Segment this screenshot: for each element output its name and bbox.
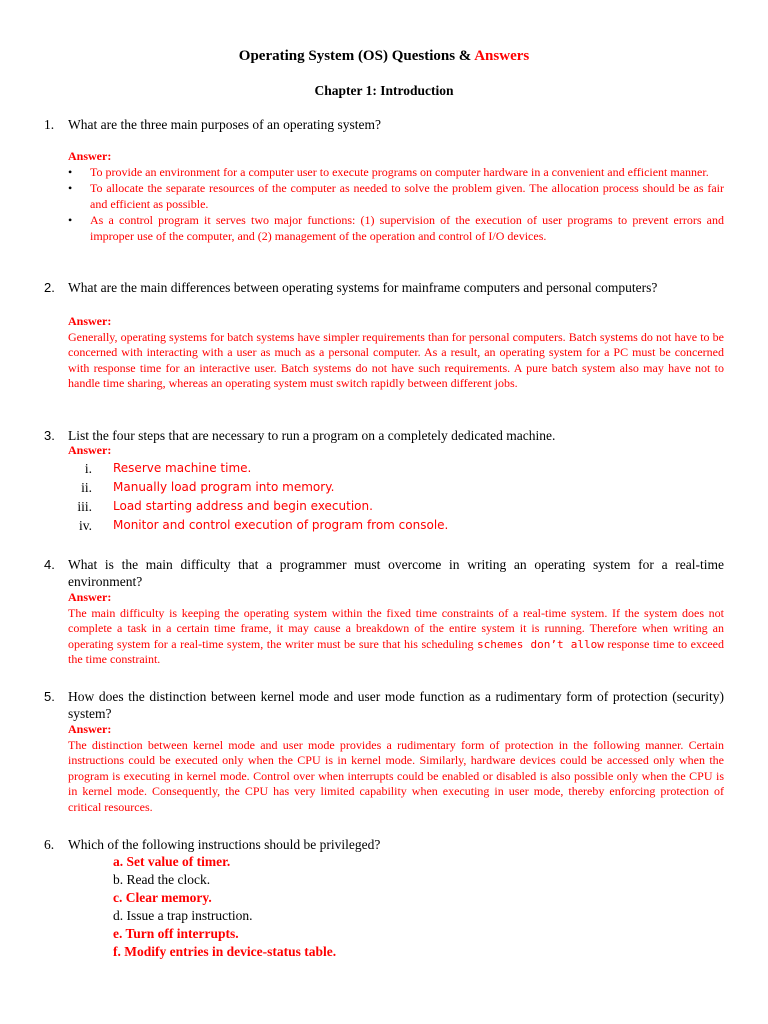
title-prefix: Operating System (OS) Questions & <box>238 48 472 64</box>
step-number: ii. <box>81 480 92 495</box>
list-item: d. Issue a trap instruction. <box>113 908 253 923</box>
step-number: iv. <box>79 518 92 533</box>
question-number: 2. <box>44 280 55 295</box>
document-title <box>0 48 768 65</box>
answer-text-part1: The main difficulty is keeping the operating system within the fixed time constraints of a real-time system. If the system does not complete a task in a certain time frame, it may cause a breakdown of the entire system it is running. Therefore when writing an operating system for a real-time system, the writer must be sure that his scheduling <box>68 605 724 651</box>
answer-label-text: Answer: <box>68 314 112 328</box>
list-item: e. Turn off interrupts. <box>113 926 239 941</box>
answer-label-text: Answer: <box>68 590 112 604</box>
answer-label <box>68 443 724 459</box>
list-item <box>68 516 668 535</box>
step-text: Manually load program into memory. <box>113 480 335 494</box>
list-item <box>68 478 668 497</box>
question-number: 5. <box>44 689 55 704</box>
answer-text: Generally, operating systems for batch systems have simpler requirements than for personal computers. Batch systems do not have to be concerned with interacting with a user as much as a personal computer. As a result, an operating system for a PC must be concerned with response time for an interactive user. Batch systems do not have such requirements. A pure batch system also may have not to handle time sharing, whereas an operating system must switch rapidly between different jobs. <box>68 329 724 390</box>
answer-3-steps <box>68 459 668 535</box>
answer-label-text: Answer: <box>68 722 112 736</box>
answer-1-bullets <box>68 164 724 244</box>
list-item <box>68 459 668 478</box>
question-4 <box>44 556 724 590</box>
question-number: 6. <box>44 837 55 852</box>
answer-text <box>68 606 724 668</box>
step-text: Reserve machine time. <box>113 461 252 475</box>
question-text: How does the distinction between kernel mode and user mode function as a rudimentary form of protection (security) system? <box>68 689 724 721</box>
question-number: 4. <box>44 557 55 572</box>
answer-6-options <box>113 853 613 961</box>
question-number: 1. <box>44 117 55 132</box>
question-3 <box>44 427 724 444</box>
list-item: c. Clear memory. <box>113 890 212 905</box>
answer-text: The distinction between kernel mode and user mode provides a rudimentary form of protection in the following manner. Certain instructions could be executed only when the CPU is in kernel mode. Similarly, hardware devices could be accessed only when the program is executing in kernel mode. Control over when interrupts could be enabled or disabled is also possible only when the CPU is in kernel mode. Consequently, the CPU has very limited capability when executing in user mode, thereby enforcing protection of critical resources. <box>68 737 724 814</box>
answer-5 <box>68 722 724 815</box>
step-number: iii. <box>77 499 92 514</box>
list-item: f. Modify entries in device-status table. <box>113 944 337 959</box>
bullet-icon: • <box>68 181 73 195</box>
list-item <box>68 212 724 244</box>
answer-label <box>68 149 724 165</box>
answer-2 <box>68 314 724 392</box>
question-2 <box>44 279 724 296</box>
list-item: a. Set value of timer. <box>113 854 231 869</box>
step-number: i. <box>84 461 92 476</box>
question-number: 3. <box>44 428 55 443</box>
question-text: What is the main difficulty that a programmer must overcome in writing an operating system for a real-time environment? <box>68 557 724 589</box>
title-highlight: Answers <box>474 48 530 64</box>
bullet-text: As a control program it serves two major functions: (1) supervision of the execution of user programs to prevent errors and improper use of the computer, and (2) management of the operation and control of I/O devices. <box>90 213 724 243</box>
question-text: List the four steps that are necessary to run a program on a completely dedicated machine. <box>68 428 556 443</box>
answer-text-part2: response time to exceed the time constraint. <box>68 636 724 666</box>
bullet-text: To allocate the separate resources of the computer as needed to solve the problem given. The allocation process should be as fair and efficient as possible. <box>90 181 724 211</box>
answer-label-text: Answer: <box>68 443 112 457</box>
bullet-text: To provide an environment for a computer user to execute programs on computer hardware in a convenient and efficient manner. <box>90 165 709 179</box>
question-text: Which of the following instructions should be privileged? <box>68 837 381 852</box>
question-text: What are the three main purposes of an operating system? <box>68 117 382 132</box>
answer-label-text: Answer: <box>68 149 112 163</box>
list-item <box>68 164 724 180</box>
chapter-heading: Chapter 1: Introduction <box>314 83 454 98</box>
question-6 <box>44 836 724 853</box>
answer-text-mono: schemes don’t allow <box>477 637 604 651</box>
step-text: Load starting address and begin execution. <box>113 499 373 513</box>
list-item <box>68 497 668 516</box>
bullet-icon: • <box>68 213 73 227</box>
bullet-icon: • <box>68 165 73 179</box>
answer-4 <box>68 590 724 668</box>
list-item <box>68 180 724 212</box>
step-text: Monitor and control execution of program from console. <box>113 518 449 532</box>
question-1 <box>44 116 724 133</box>
list-item: b. Read the clock. <box>113 872 211 887</box>
question-text: What are the main differences between operating systems for mainframe computers and personal computers? <box>68 280 658 295</box>
question-5 <box>44 688 724 722</box>
